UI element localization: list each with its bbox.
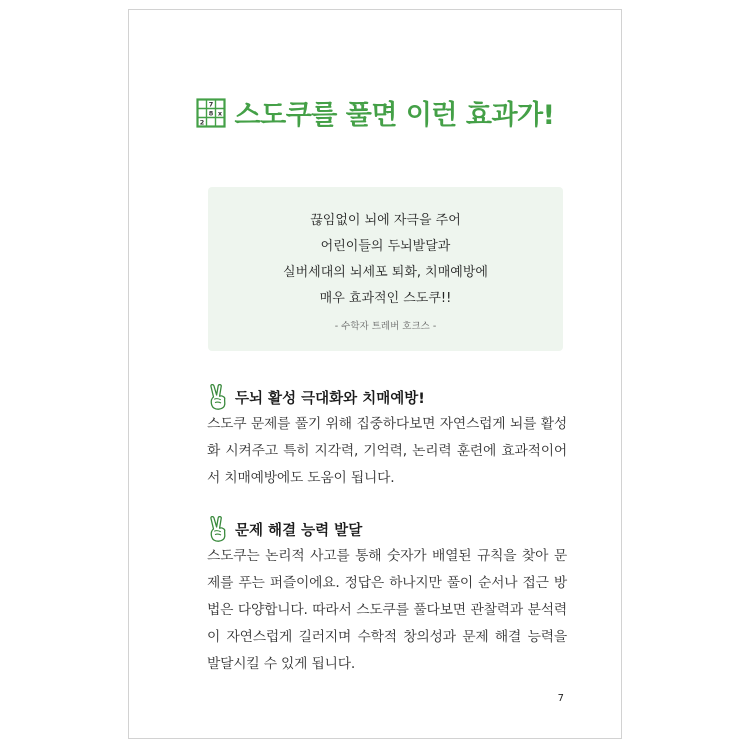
grid-mark-x: x — [217, 109, 222, 118]
section-problem-solving — [207, 516, 567, 678]
quote-line: 끊임없이 뇌에 자극을 주어 — [310, 213, 461, 228]
section-heading-text: 문제 해결 능력 발달 — [235, 522, 363, 539]
quote-line: 어린이들의 두뇌발달과 — [320, 239, 451, 254]
grid-digit-7: 7 — [208, 100, 213, 109]
section-brain-activation — [207, 384, 567, 492]
section-heading — [207, 516, 567, 542]
grid-digit-8: 8 — [208, 109, 213, 118]
peace-hand-icon — [207, 384, 229, 410]
book-page — [128, 9, 622, 739]
section-heading-text: 두뇌 활성 극대화와 치매예방! — [235, 390, 425, 407]
quote-box — [208, 187, 563, 351]
peace-hand-icon — [207, 516, 229, 542]
title-row — [129, 93, 621, 132]
page-number: 7 — [557, 693, 564, 704]
section-heading — [207, 384, 567, 410]
section-body: 스도쿠는 논리적 사고를 통해 숫자가 배열된 규칙을 찾아 문제를 푸는 퍼즐이에요. 정답은 하나지만 풀이 순서나 접근 방법은 다양합니다. 따라서 스도쿠를 풀다보면 관찰력과 분석력이 자연스럽게 길러지며 수학적 창의성과 문제 해결 능력을 발달시킬 수 있게 됩니다. — [207, 548, 567, 672]
page-title: 스도쿠를 풀면 이런 효과가! — [234, 100, 555, 131]
quote-source: - 수학자 트레버 호크스 - — [334, 321, 437, 332]
sudoku-grid-icon — [196, 98, 226, 128]
quote-line: 매우 효과적인 스도쿠!! — [319, 291, 452, 306]
section-body: 스도쿠 문제를 풀기 위해 집중하다보면 자연스럽게 뇌를 활성화 시켜주고 특히 지각력, 기억력, 논리력 훈련에 효과적이어서 치매예방에도 도움이 됩니다. — [207, 416, 567, 486]
quote-line: 실버세대의 뇌세포 퇴화, 치매예방에 — [283, 265, 488, 280]
grid-digit-2: 2 — [199, 118, 204, 127]
